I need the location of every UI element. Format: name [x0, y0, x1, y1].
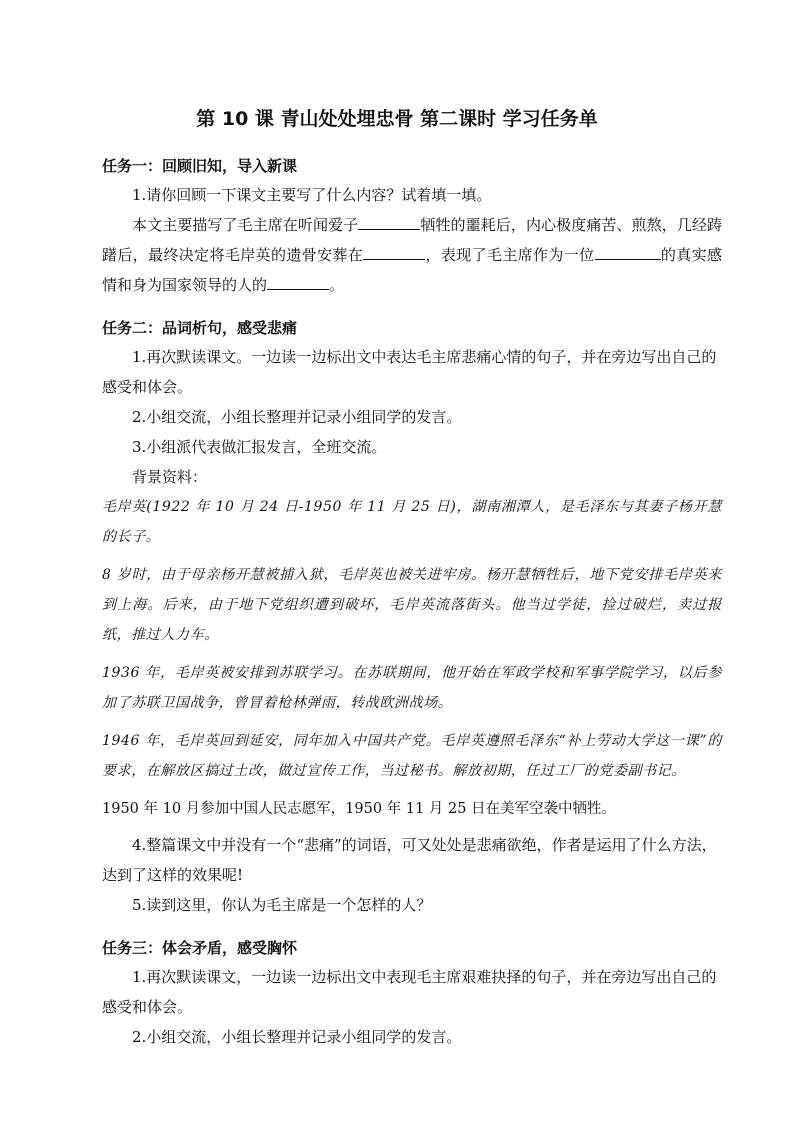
task2-question-5: 5.读到这里，你认为毛主席是一个怎样的人？: [132, 896, 432, 914]
fill-text-3: ，表现了毛主席作为一位: [425, 246, 595, 264]
background-material: [102, 492, 722, 786]
section-spacer: [102, 300, 722, 314]
task1-question-1: 1.请你回顾一下课文主要写了什么内容？试着填一填。: [132, 186, 492, 204]
worksheet-content: [102, 152, 722, 1052]
task2-item-2: 2.小组交流，小组长整理并记录小组同学的发言。: [132, 408, 462, 426]
page-title: 第 10 课 青山处处埋忠骨 第二课时 学习任务单: [196, 108, 598, 130]
background-paragraph-2: 8 岁时，由于母亲杨开慧被捕入狱，毛岸英也被关进牢房。杨开慧牺牲后，地下党安排毛岸英来到上海。后来，由于地下党组织遭到破坏，毛岸英流落街头。他当过学徒，捡过破烂，卖过报纸，推过人力车。: [102, 567, 722, 643]
section-spacer: [102, 920, 722, 934]
task2-section: [102, 314, 722, 920]
fill-blank-3[interactable]: [595, 243, 661, 260]
fill-text-4: 的真实感情和身为国家领导的人的: [102, 246, 722, 294]
task2-heading: 任务二：品词析句，感受悲痛: [102, 319, 298, 337]
task1-section: [102, 152, 722, 300]
task3-item-2: 2.小组交流，小组长整理并记录小组同学的发言。: [132, 1028, 462, 1046]
task2-item-1: 1.再次默读课文。一边读一边标出文中表达毛主席悲痛心情的句子，并在旁边写出自己的感受和体会。: [102, 348, 717, 396]
task1-heading: 任务一：回顾旧知，导入新课: [102, 157, 298, 175]
fill-blank-2[interactable]: [363, 243, 425, 260]
fill-text-2: 牺牲的噩耗后，内心极度痛苦、煎熬，几经踌躇后，最终决定将毛岸英的遗骨安葬在: [102, 216, 722, 264]
background-paragraph-1: 毛岸英(1922 年 10 月 24 日-1950 年 11 月 25 日)，湖南湘潭人，是毛泽东与其妻子杨开慧的长子。: [102, 499, 722, 545]
fill-blank-4[interactable]: [267, 273, 329, 290]
background-paragraph-4: 1946 年，毛岸英回到延安，同年加入中国共产党。毛岸英遵照毛泽东“补上劳动大学这一课”的要求，在解放区搞过土改，做过宣传工作，当过秘书。解放初期，任过工厂的党委副书记。: [102, 733, 722, 779]
task2-item-3: 3.小组派代表做汇报发言，全班交流。: [132, 438, 387, 456]
task2-question-4: 4.整篇课文中并没有一个“悲痛”的词语，可又处处是悲痛欲绝，作者是运用了什么方法，达到了这样的效果呢!: [102, 836, 717, 884]
fill-text-1: 本文主要描写了毛主席在听闻爱子: [132, 216, 359, 234]
task3-item-1: 1.再次默读课文，一边读一边标出文中表现毛主席艰难抉择的句子，并在旁边写出自己的感受和体会。: [102, 968, 717, 1016]
background-paragraph-5: 1950 年 10 月参加中国人民志愿军，1950 年 11 月 25 日在美军空袭中牺牲。: [102, 801, 617, 817]
fill-blank-1[interactable]: [358, 213, 420, 230]
fill-text-5: 。: [329, 276, 345, 294]
task1-fill-in-paragraph: [102, 210, 722, 300]
background-label: 背景资料：: [132, 468, 208, 486]
background-paragraph-3: 1936 年，毛岸英被安排到苏联学习。在苏联期间，他开始在军政学校和军事学院学习，以后参加了苏联卫国战争，曾冒着枪林弹雨，转战欧洲战场。: [102, 665, 722, 711]
task3-section: [102, 934, 722, 1052]
task3-heading: 任务三：体会矛盾，感受胸怀: [102, 939, 298, 957]
